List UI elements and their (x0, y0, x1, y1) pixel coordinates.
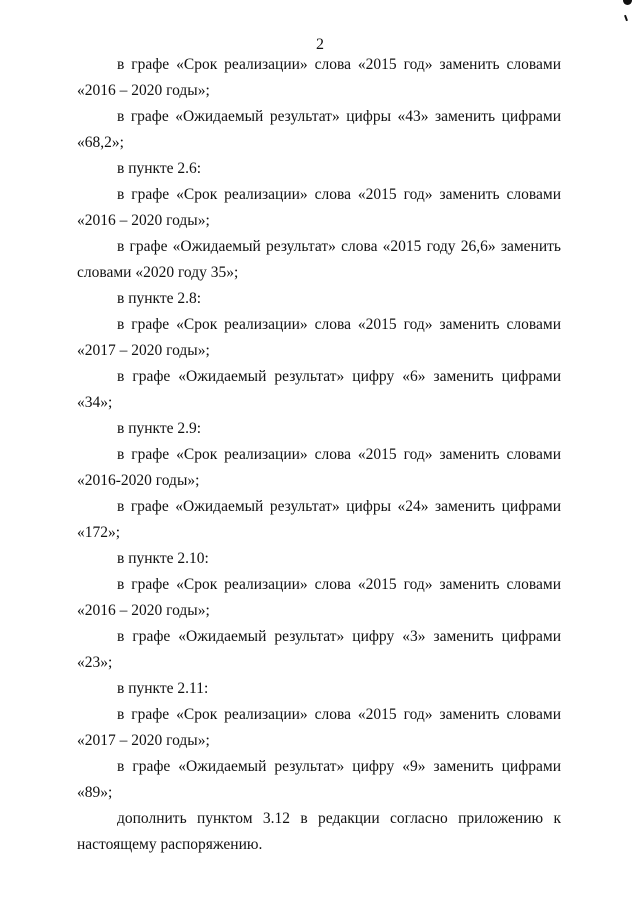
paragraph: в графе «Ожидаемый результат» цифру «6» заменить цифрами «34»; (77, 368, 561, 411)
paragraph: в графе «Ожидаемый результат» цифры «24» заменить цифрами «172»; (77, 498, 561, 541)
paragraph: в пункте 2.6: (117, 160, 202, 177)
paragraph: в графе «Ожидаемый результат» слова «2015 году 26,6» заменить словами «2020 году 35»; (77, 238, 561, 281)
paragraph: в графе «Срок реализации» слова «2015 год» заменить словами «2017 – 2020 годы»; (77, 316, 561, 359)
paragraph: в графе «Срок реализации» слова «2015 год» заменить словами «2016-2020 годы»; (77, 446, 561, 489)
paragraph: в пункте 2.11: (117, 680, 209, 697)
paragraph: в графе «Ожидаемый результат» цифру «9» заменить цифрами «89»; (77, 758, 561, 801)
corner-mark (623, 0, 632, 5)
paragraph: дополнить пунктом 3.12 в редакции согласно приложению к настоящему распоряжению. (77, 810, 561, 853)
paragraph: в графе «Ожидаемый результат» цифру «3» заменить цифрами «23»; (77, 628, 561, 671)
paragraph: в графе «Срок реализации» слова «2015 год» заменить словами «2016 – 2020 годы»; (77, 186, 561, 229)
paragraph: в пункте 2.8: (117, 290, 202, 307)
document-body (77, 52, 561, 858)
page-number: 2 (316, 36, 324, 53)
paragraph: в пункте 2.9: (117, 420, 202, 437)
paragraph: в графе «Срок реализации» слова «2015 год» заменить словами «2016 – 2020 годы»; (77, 576, 561, 619)
corner-tick-mark (624, 15, 628, 21)
paragraph: в графе «Ожидаемый результат» цифры «43» заменить цифрами «68,2»; (77, 108, 561, 151)
paragraph: в графе «Срок реализации» слова «2015 год» заменить словами «2017 – 2020 годы»; (77, 706, 561, 749)
paragraph: в пункте 2.10: (117, 550, 209, 567)
paragraph: в графе «Срок реализации» слова «2015 год» заменить словами «2016 – 2020 годы»; (77, 56, 561, 99)
